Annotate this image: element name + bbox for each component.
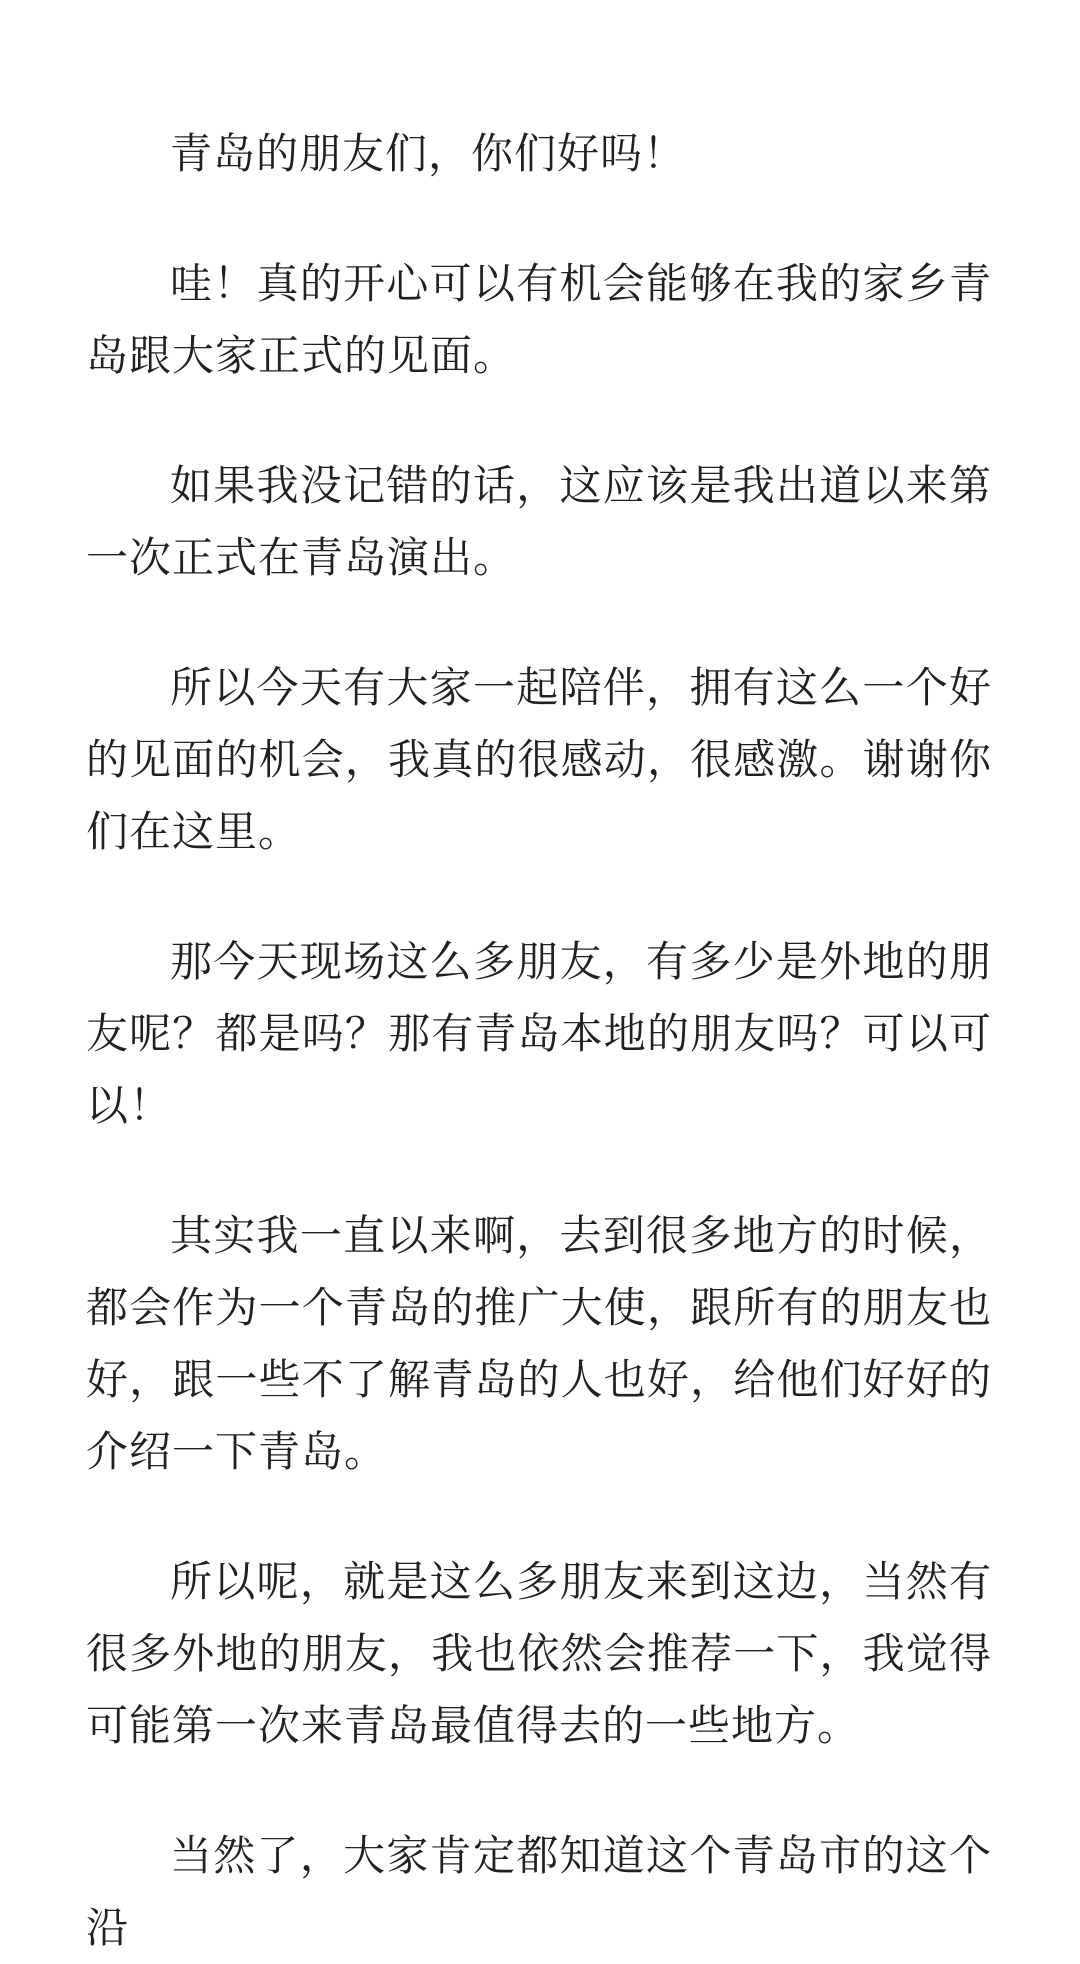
- paragraph-ambassador: 其实我一直以来啊，去到很多地方的时候，都会作为一个青岛的推广大使，跟所有的朋友也好，跟一些不了解青岛的人也好，给他们好好的介绍一下青岛。: [86, 1211, 992, 1476]
- paragraph-hometown: 哇！真的开心可以有机会能够在我的家乡青岛跟大家正式的见面。: [86, 259, 992, 380]
- paragraph-audience: 那今天现场这么多朋友，有多少是外地的朋友呢？都是吗？那有青岛本地的朋友吗？可以可以！: [86, 937, 992, 1130]
- paragraph-greeting: 青岛的朋友们，你们好吗！: [170, 129, 687, 178]
- paragraph-recommend: 所以呢，就是这么多朋友来到这边，当然有很多外地的朋友，我也依然会推荐一下，我觉得可能第一次来青岛最值得去的一些地方。: [86, 1557, 992, 1750]
- paragraph-first-show: 如果我没记错的话，这应该是我出道以来第一次正式在青岛演出。: [86, 461, 992, 582]
- paragraph-thanks: 所以今天有大家一起陪伴，拥有这么一个好的见面的机会，我真的很感动，很感激。谢谢你们在这里。: [86, 663, 992, 856]
- paragraph-coastline: 当然了，大家肯定都知道这个青岛市的这个沿: [86, 1831, 992, 1952]
